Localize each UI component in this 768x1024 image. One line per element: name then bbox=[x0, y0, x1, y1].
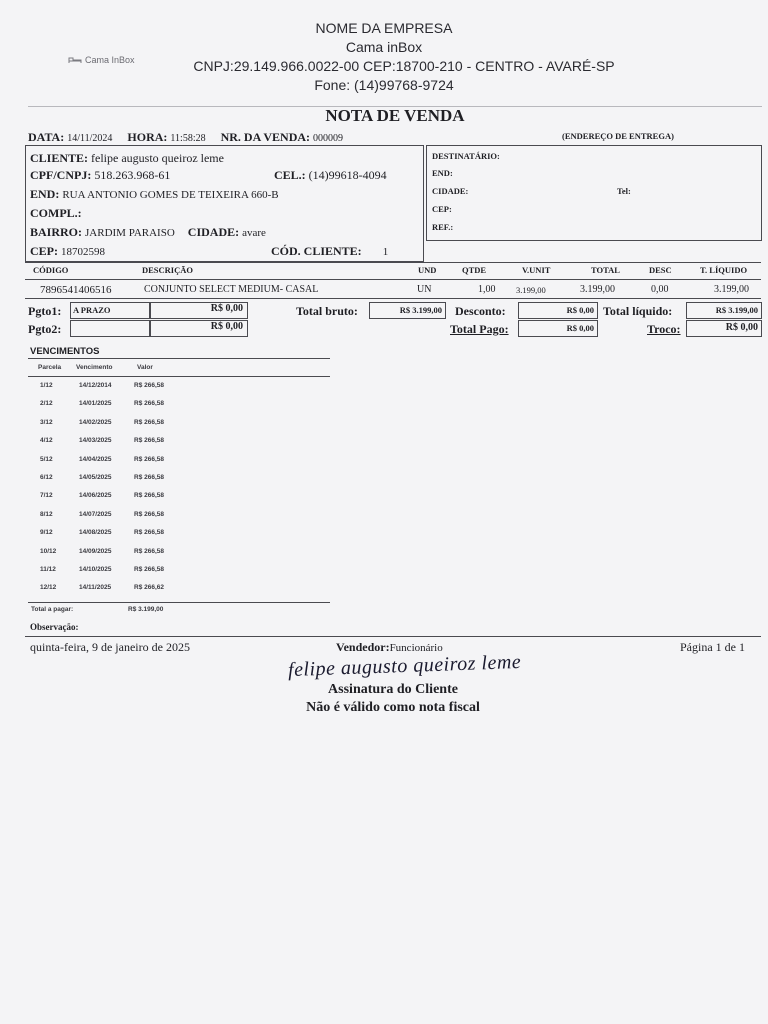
venc-col-parcela: Parcela bbox=[38, 364, 62, 371]
troco-label: Troco: bbox=[647, 322, 681, 336]
client-signature: felipe augusto queiroz leme bbox=[287, 650, 522, 682]
company-logo bbox=[68, 55, 135, 65]
total-liquido-label: Total líquido: bbox=[603, 304, 673, 318]
cep-label: CEP: bbox=[30, 244, 58, 258]
venc-valor: R$ 266,58 bbox=[134, 492, 164, 500]
cel-value: (14)99618-4094 bbox=[308, 168, 387, 182]
delivery-end-label: END: bbox=[432, 168, 453, 178]
venc-valor: R$ 266,58 bbox=[134, 437, 164, 445]
pgto1-label: Pgto1: bbox=[28, 304, 62, 318]
cidade-value: avare bbox=[242, 227, 266, 239]
item-desc: 0,00 bbox=[651, 284, 669, 295]
col-qtde: QTDE bbox=[462, 265, 487, 275]
cod-label: CÓD. CLIENTE: bbox=[271, 244, 362, 258]
delivery-cidade-label: CIDADE: bbox=[432, 186, 469, 196]
data-label: DATA: bbox=[28, 130, 65, 144]
pagina-label: Página 1 de 1 bbox=[680, 640, 745, 654]
destinatario-label: DESTINATÁRIO: bbox=[432, 151, 500, 161]
item-descricao: CONJUNTO SELECT MEDIUM- CASAL bbox=[144, 284, 319, 295]
bed-icon bbox=[68, 55, 82, 65]
total-pago-value: R$ 0,00 bbox=[566, 323, 594, 333]
venc-valor: R$ 266,58 bbox=[134, 474, 164, 481]
logo-text: Cama InBox bbox=[85, 55, 135, 65]
total-bruto-value: R$ 3.199,00 bbox=[399, 305, 442, 315]
item-total: 3.199,00 bbox=[580, 284, 615, 295]
total-bruto-label: Total bruto: bbox=[296, 304, 358, 318]
venc-data: 14/11/2025 bbox=[79, 584, 112, 592]
venc-parcela: 2/12 bbox=[40, 400, 53, 408]
venc-parcela: 3/12 bbox=[40, 418, 53, 426]
company-phone: Fone: (14)99768-9724 bbox=[314, 77, 454, 93]
pgto1-value: R$ 0,00 bbox=[210, 303, 243, 314]
venc-data: 14/04/2025 bbox=[79, 455, 112, 463]
venc-data: 14/09/2025 bbox=[79, 547, 112, 555]
cep-value: 18702598 bbox=[61, 246, 105, 258]
item-vunit: 3.199,00 bbox=[516, 285, 546, 295]
venc-data: 14/01/2025 bbox=[79, 400, 112, 408]
vencimentos-header-border bbox=[28, 376, 330, 377]
pgto2-value: R$ 0,00 bbox=[210, 321, 243, 332]
venc-data: 14/07/2025 bbox=[79, 510, 112, 518]
troco-value: R$ 0,00 bbox=[725, 322, 758, 333]
items-bottom-border bbox=[25, 298, 761, 299]
client-end-row bbox=[30, 187, 279, 202]
venc-parcela: 8/12 bbox=[40, 510, 53, 518]
hora-label: HORA: bbox=[127, 130, 168, 144]
pgto2-label: Pgto2: bbox=[28, 322, 62, 336]
venc-data: 14/08/2025 bbox=[79, 529, 112, 537]
col-tliquido: T. LÍQUIDO bbox=[700, 265, 748, 275]
venc-valor: R$ 266,58 bbox=[134, 547, 164, 555]
delivery-title: (ENDEREÇO DE ENTREGA) bbox=[562, 131, 674, 141]
total-pagar-label: Total a pagar: bbox=[31, 606, 74, 613]
venc-data: 14/12/2014 bbox=[79, 382, 112, 389]
assinatura-label: Assinatura do Cliente bbox=[328, 682, 458, 697]
venc-parcela: 4/12 bbox=[40, 437, 53, 445]
venc-data: 14/03/2025 bbox=[79, 437, 112, 445]
vencimentos-bottom-border bbox=[28, 602, 330, 603]
col-codigo: CÓDIGO bbox=[33, 265, 69, 275]
nao-valido-label: Não é válido como nota fiscal bbox=[306, 700, 480, 715]
venc-parcela: 11/12 bbox=[40, 566, 56, 573]
venc-valor: R$ 266,58 bbox=[134, 400, 164, 408]
cel-label: CEL.: bbox=[274, 168, 306, 182]
doc-title: NOTA DE VENDA bbox=[325, 106, 465, 125]
vencimentos-title: VENCIMENTOS bbox=[30, 346, 100, 357]
venc-data: 14/05/2025 bbox=[79, 474, 112, 481]
venc-valor: R$ 266,62 bbox=[134, 584, 164, 592]
client-cpf-row bbox=[30, 168, 170, 183]
client-bairro-row bbox=[30, 225, 266, 240]
compl-label: COMPL.: bbox=[30, 206, 82, 220]
venc-parcela: 7/12 bbox=[40, 492, 53, 500]
venc-valor: R$ 266,58 bbox=[134, 529, 164, 537]
footer-date: quinta-feira, 9 de janeiro de 2025 bbox=[30, 640, 190, 654]
desconto-label: Desconto: bbox=[455, 304, 506, 318]
doc-info-row bbox=[28, 130, 343, 145]
venc-data: 14/02/2025 bbox=[79, 418, 112, 426]
nr-venda-value: 000009 bbox=[313, 133, 344, 144]
col-vunit: V.UNIT bbox=[522, 265, 551, 275]
vencimentos-title-border bbox=[28, 358, 330, 359]
vendedor-label: Vendedor: bbox=[336, 640, 390, 654]
venc-parcela: 9/12 bbox=[40, 529, 53, 537]
venc-parcela: 12/12 bbox=[40, 584, 57, 592]
items-header-border bbox=[25, 279, 761, 280]
col-total: TOTAL bbox=[591, 265, 620, 275]
item-codigo: 7896541406516 bbox=[40, 284, 112, 296]
venc-parcela: 10/12 bbox=[40, 547, 57, 555]
venc-valor: R$ 266,58 bbox=[134, 418, 164, 426]
nr-venda-label: NR. DA VENDA: bbox=[220, 130, 311, 144]
venc-valor: R$ 266,58 bbox=[134, 382, 164, 389]
venc-col-valor: Valor bbox=[137, 364, 153, 371]
venc-valor: R$ 266,58 bbox=[134, 566, 164, 573]
end-value: RUA ANTONIO GOMES DE TEIXEIRA 660-B bbox=[62, 189, 279, 201]
cpf-value: 518.263.968-61 bbox=[94, 168, 171, 182]
delivery-cep-label: CEP: bbox=[432, 204, 452, 214]
total-pago-label: Total Pago: bbox=[450, 322, 509, 336]
cidade-label: CIDADE: bbox=[187, 225, 240, 239]
items-top-border bbox=[25, 262, 761, 263]
venc-data: 14/10/2025 bbox=[79, 566, 112, 573]
item-tliquido: 3.199,00 bbox=[714, 284, 749, 295]
data-value: 14/11/2024 bbox=[67, 133, 113, 144]
company-name: NOME DA EMPRESA bbox=[315, 20, 453, 36]
client-cod-row bbox=[271, 244, 388, 259]
vendedor-value: Funcionário bbox=[389, 642, 443, 654]
item-und: UN bbox=[417, 284, 432, 295]
observacao-label: Observação: bbox=[30, 622, 79, 632]
pgto1-type: A PRAZO bbox=[73, 305, 111, 315]
delivery-ref-label: REF.: bbox=[432, 222, 454, 232]
client-cep-row bbox=[30, 244, 105, 259]
col-desc: DESC bbox=[649, 265, 672, 275]
venc-valor: R$ 266,58 bbox=[134, 510, 164, 518]
venc-data: 14/06/2025 bbox=[79, 492, 112, 500]
end-label: END: bbox=[30, 187, 60, 201]
cod-value: 1 bbox=[382, 246, 389, 258]
col-descricao: DESCRIÇÃO bbox=[142, 265, 194, 275]
bairro-label: BAIRRO: bbox=[30, 225, 83, 239]
bairro-value: JARDIM PARAISO bbox=[85, 227, 175, 239]
client-cel-row bbox=[274, 168, 387, 183]
venc-parcela: 5/12 bbox=[40, 455, 53, 463]
pgto2-type-box bbox=[70, 320, 150, 337]
cliente-value: felipe augusto queiroz leme bbox=[91, 151, 224, 165]
venc-col-vencimento: Vencimento bbox=[76, 364, 113, 371]
company-address: CNPJ:29.149.966.0022-00 CEP:18700-210 - CENTRO - AVARÉ-SP bbox=[193, 58, 615, 74]
client-name-row bbox=[30, 151, 224, 166]
venc-parcela: 1/12 bbox=[40, 382, 53, 389]
company-brand: Cama inBox bbox=[345, 39, 423, 55]
footer-divider bbox=[25, 636, 761, 637]
hora-value: 11:58:28 bbox=[170, 133, 206, 144]
venc-valor: R$ 266,58 bbox=[134, 455, 164, 463]
delivery-tel-label: Tel: bbox=[617, 186, 631, 196]
vendedor-row bbox=[336, 640, 443, 655]
cliente-label: CLIENTE: bbox=[30, 151, 89, 165]
cpf-label: CPF/CNPJ: bbox=[30, 168, 92, 182]
item-qtde: 1,00 bbox=[478, 284, 496, 295]
venc-parcela: 6/12 bbox=[40, 474, 53, 481]
col-und: UND bbox=[418, 265, 437, 275]
total-liquido-value: R$ 3.199,00 bbox=[715, 305, 758, 315]
total-pagar-value: R$ 3.199,00 bbox=[128, 606, 164, 613]
desconto-value: R$ 0,00 bbox=[566, 305, 594, 315]
